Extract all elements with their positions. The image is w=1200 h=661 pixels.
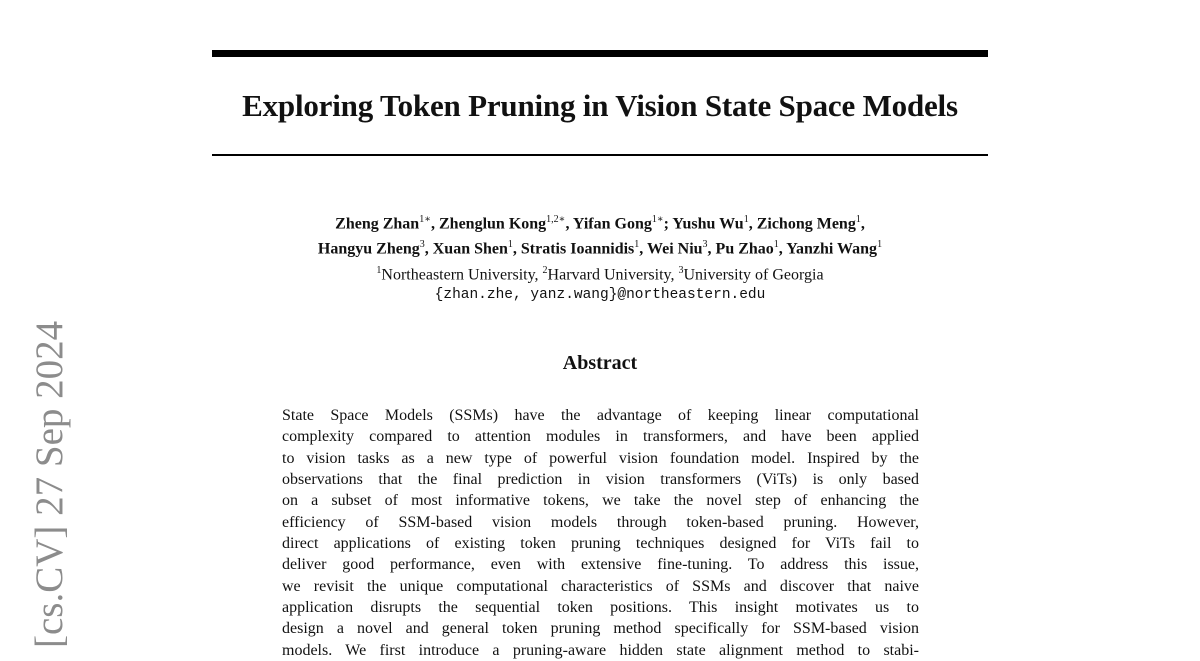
- affiliation-name: Harvard University: [547, 265, 671, 283]
- top-rule: [212, 50, 988, 57]
- abstract-line: we revisit the unique computational characteristics of SSMs and discover that naive: [282, 577, 919, 595]
- author-affiliation-mark: 1: [877, 239, 883, 251]
- affiliation-mark: 2: [542, 264, 548, 276]
- author-name: Stratis Ioannidis: [520, 240, 635, 258]
- author-separator: ,: [860, 215, 865, 233]
- affiliation-mark: 1: [376, 264, 382, 276]
- author-name: Yanzhi Wang: [786, 240, 878, 258]
- arxiv-stamp: [cs.CV] 27 Sep 2024: [28, 320, 71, 648]
- abstract-line: efficiency of SSM-based vision models through token-based pruning. However,: [282, 513, 919, 531]
- author-affiliation-mark: 3: [702, 239, 708, 251]
- abstract-line: deliver good performance, even with extensive fine-tuning. To address this issue,: [282, 556, 919, 574]
- abstract-line: application disrupts the sequential token positions. This insight motivates us to: [282, 599, 919, 617]
- abstract-line: observations that the final prediction in vision transformers (ViTs) is only based: [282, 471, 919, 489]
- affiliation-name: University of Georgia: [683, 265, 824, 283]
- author-separator: ,: [707, 240, 716, 258]
- affiliation-separator: ,: [534, 265, 543, 283]
- authors-line-1: [212, 209, 988, 234]
- abstract-line: to vision tasks as a new type of powerful vision foundation model. Inspired by the: [282, 449, 919, 467]
- paper-title: Exploring Token Pruning in Vision State Space Models: [242, 88, 958, 123]
- author-name: Zichong Meng: [756, 215, 856, 233]
- affiliation-name: Northeastern University: [381, 265, 535, 283]
- author-separator: ,: [639, 240, 647, 258]
- author-name: Yifan Gong: [572, 215, 652, 233]
- title-rule: [212, 154, 988, 156]
- author-separator: ;: [663, 215, 673, 233]
- author-name: Hangyu Zheng: [317, 240, 420, 258]
- author-affiliation-mark: 1∗: [419, 214, 431, 225]
- author-affiliation-mark: 1: [743, 214, 749, 225]
- abstract-body: [282, 405, 919, 661]
- email: {zhan.zhe, yanz.wang}@northeastern.edu: [434, 286, 766, 303]
- author-separator: ,: [512, 240, 521, 258]
- affiliations: [212, 260, 988, 285]
- author-affiliation-mark: 1∗: [651, 214, 664, 225]
- author-affiliation-mark: 1: [507, 239, 513, 251]
- author-block: [212, 209, 988, 306]
- author-name: Yushu Wu: [672, 215, 744, 233]
- author-affiliation-mark: 1: [855, 214, 861, 225]
- author-affiliation-mark: 1: [634, 239, 640, 251]
- author-name: Wei Niu: [646, 240, 703, 258]
- author-affiliation-mark: 3: [419, 239, 425, 251]
- author-name: Zheng Zhan: [335, 215, 420, 233]
- author-separator: ,: [424, 240, 433, 258]
- author-name: Zhenglun Kong: [439, 215, 547, 233]
- author-name: Pu Zhao: [715, 240, 774, 258]
- author-separator: ,: [748, 215, 757, 233]
- author-separator: ,: [565, 215, 573, 233]
- abstract-line: complexity compared to attention modules in transformers, and have been applied: [282, 428, 919, 446]
- author-affiliation-mark: 1: [773, 239, 779, 251]
- author-name: Xuan Shen: [432, 240, 508, 258]
- author-separator: ,: [778, 240, 787, 258]
- abstract-line: State Space Models (SSMs) have the advantage of keeping linear computational: [282, 407, 919, 424]
- author-separator: ,: [431, 215, 439, 233]
- abstract-line: models. We first introduce a pruning-aware hidden state alignment method to stabi-: [282, 641, 919, 659]
- author-affiliation-mark: 1,2∗: [546, 214, 566, 225]
- abstract-line: direct applications of existing token pruning techniques designed for ViTs fail to: [282, 535, 919, 553]
- abstract-line: on a subset of most informative tokens, we take the novel step of enhancing the: [282, 492, 919, 510]
- abstract-heading: Abstract: [562, 352, 638, 374]
- abstract-line: design a novel and general token pruning method specifically for SSM-based vision: [282, 620, 919, 638]
- affiliation-mark: 3: [678, 264, 684, 276]
- authors-line-2: [212, 234, 988, 259]
- affiliation-separator: ,: [670, 265, 679, 283]
